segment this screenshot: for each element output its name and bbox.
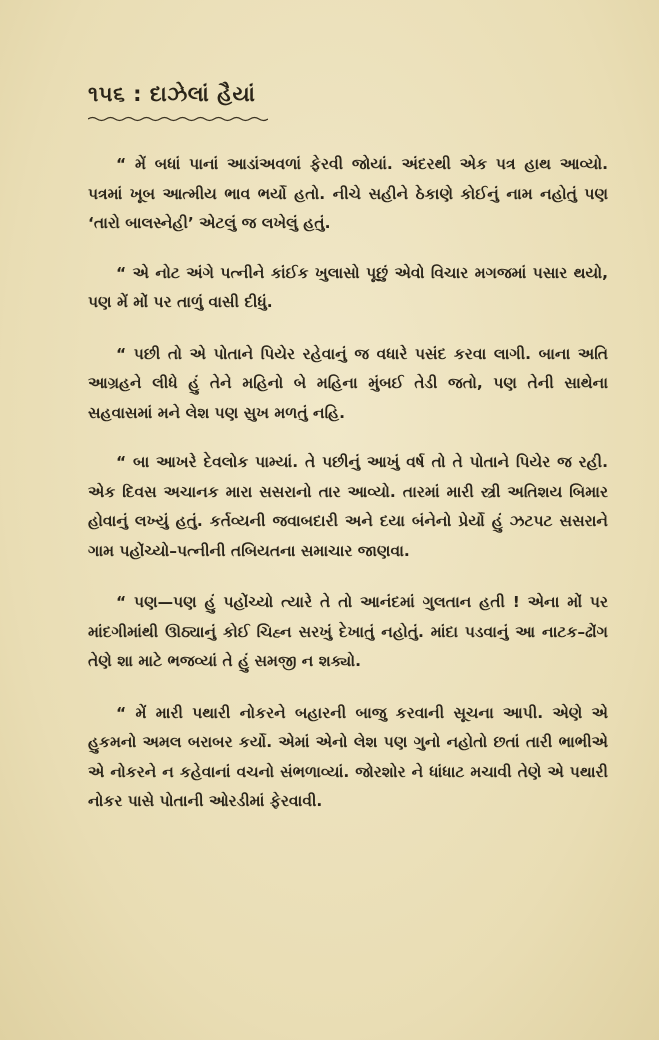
paragraph: “ બા આખરે દેવલોક પામ્યાં. તે પછીનું આખું વર્ષ તો તે પોતાને પિયેર જ રહી. એક દિવસ અચાનક મારા સસરાનો તાર આવ્યો. તારમાં મારી સ્ત્રી અતિશય બિમાર હોવાનું લખ્યું હતું. કર્તવ્યની જવાબદારી અને દયા બંનેનો પ્રેર્યો હું ઝટપટ સસરાને ગામ પહોંચ્યો–પત્નીની તબિયતના સમાચાર જાણવા.: [88, 453, 608, 560]
paragraph: “ મેં બધાં પાનાં આડાંઅવળાં ફેરવી જોયાં. અંદરથી એક પત્ર હાથ આવ્યો. પત્રમાં ખૂબ આત્મીય ભાવ ભર્યો હતો. નીચે સહીને ઠેકાણે કોઈનું નામ નહોતું પણ ‘તારો બાલસ્નેહી’ એટલું જ લખેલું હતું.: [88, 155, 608, 232]
paragraph: “ એ નોટ અંગે પત્નીને કાંઈક ખુલાસો પૂછું એવો વિચાર મગજમાં પસાર થયો, પણ મેં મોં પર તાળું વાસી દીધું.: [88, 263, 608, 311]
page-title: ૧૫૬ : દાઝેલાં હૈયાં: [88, 82, 256, 106]
body-text: [88, 150, 608, 835]
paragraph: “ પછી તો એ પોતાને પિયેર રહેવાનું જ વધારે પસંદ કરવા લાગી. બાના અતિ આગ્રહને લીધે હું તેને મહિનો બે મહિના મુંબઈ તેડી જતો, પણ તેની સાથેના સહવાસમાં મને લેશ પણ સુખ મળતું નહિ.: [88, 344, 608, 422]
paragraph: “ મેં મારી પથારી નોકરને બહારની બાજુ કરવાની સૂચના આપી. એણે એ હુકમનો અમલ બરાબર કર્યો. એમાં એનો લેશ પણ ગુનો નહોતો છતાં તારી ભાભીએ એ નોકરને ન કહેવાનાં વચનો સંભળાવ્યાં. જોરશોર ને ધાંધાટ મચાવી તેણે એ પથારી નોકર પાસે પોતાની ઓરડીમાં ફેરવાવી.: [88, 703, 608, 810]
wavy-underline: [88, 116, 268, 122]
page-header: [88, 82, 268, 126]
paragraph: “ પણ—પણ હું પહોંચ્યો ત્યારે તે તો આનંદમાં ગુલતાન હતી ! એના મોં પર માંદગીમાંથી ઊઠ્યાનું કોઈ ચિહ્ન સરખું દેખાતું નહોતું. માંદા પડવાનું આ નાટક–ઢોંગ તેણે શા માટે ભજવ્યાં તે હું સમજી ન શક્યો.: [88, 593, 608, 670]
